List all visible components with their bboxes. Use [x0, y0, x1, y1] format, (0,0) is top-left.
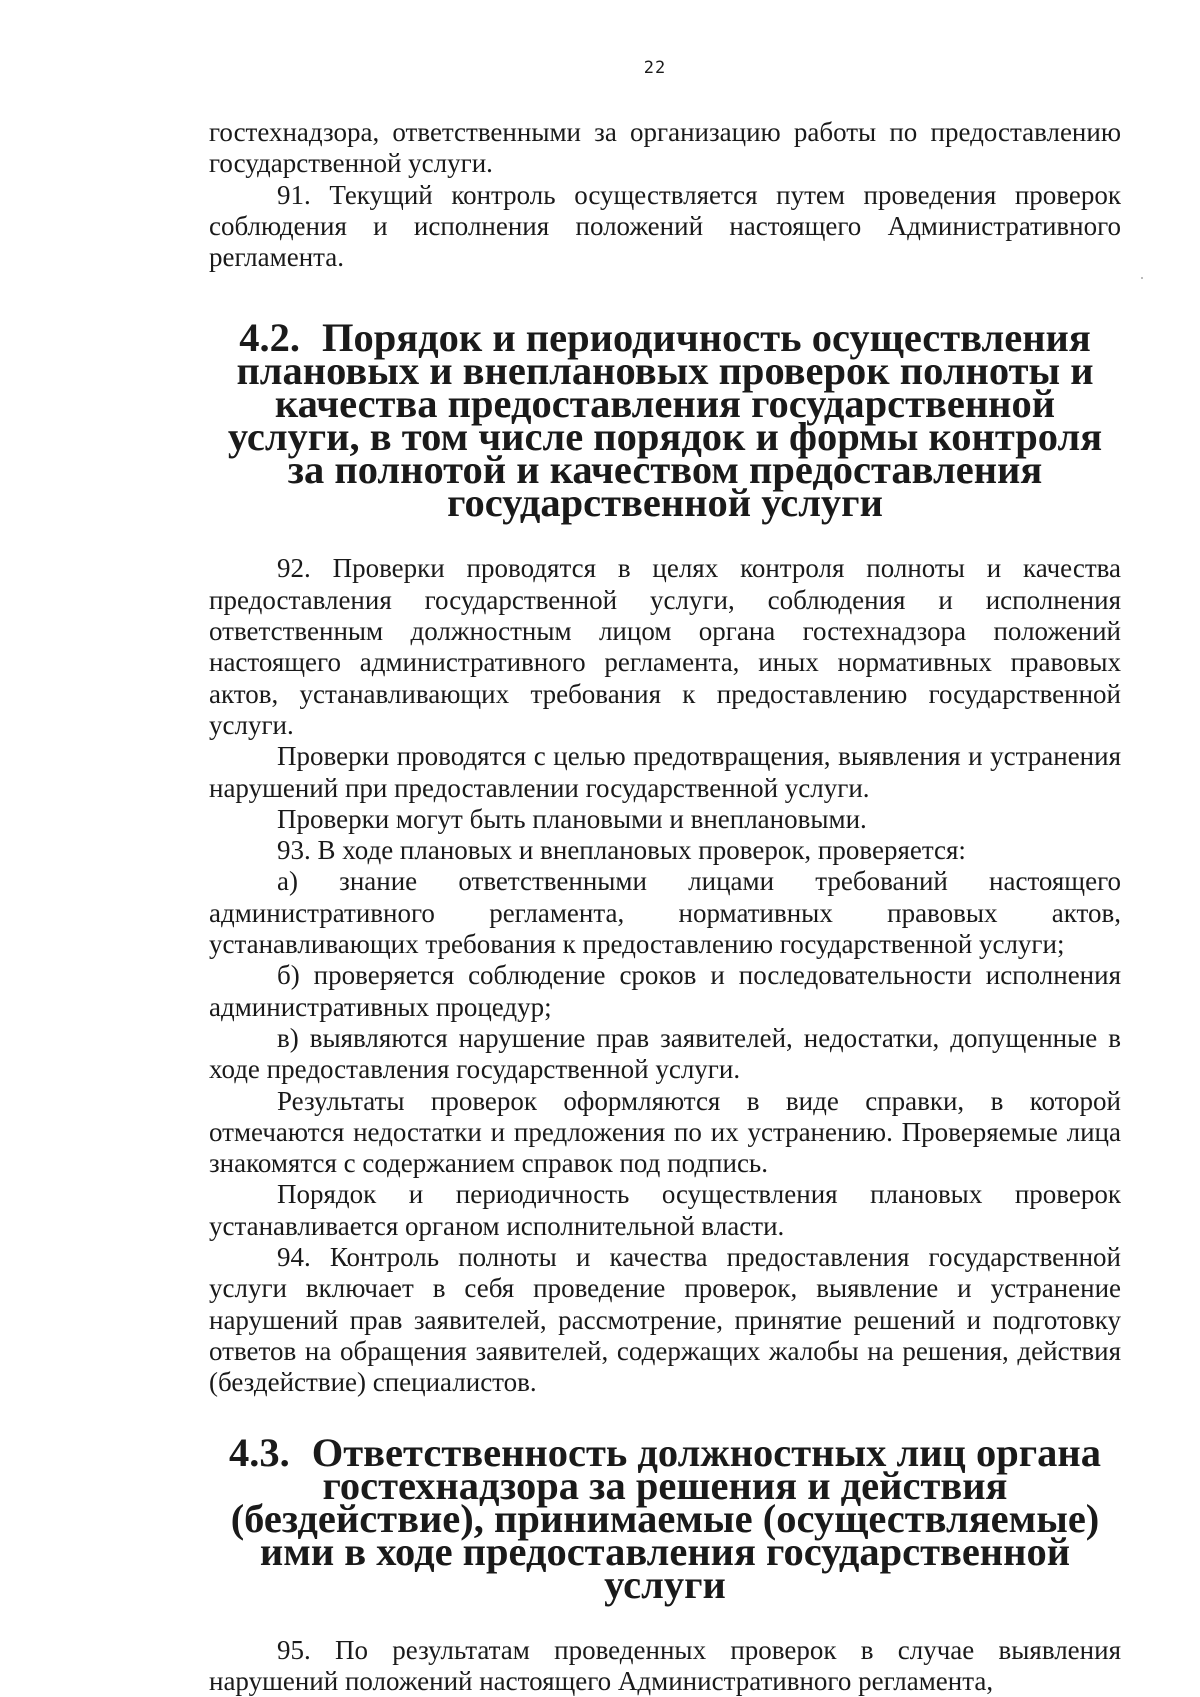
document-body [209, 117, 1121, 1697]
section-number: 4.2. [239, 321, 300, 354]
paragraph-results: Результаты проверок оформляются в виде справки, в которой отмечаются недостатки и предложения по их устранению. Проверяемые лица знакомятся с содержанием справок под подпись. [209, 1086, 1121, 1180]
paragraph-93: 93. В ходе плановых и внеплановых проверок, проверяется: [209, 835, 1121, 866]
paragraph-continuation: гостехнадзора, ответственными за организацию работы по предоставлению государственной услуги. [209, 117, 1121, 180]
paragraph-94: 94. Контроль полноты и качества предоставления государственной услуги включает в себя проведение проверок, выявление и устранение нарушений прав заявителей, рассмотрение, принятие решений и подготовку ответов на обращения заявителей, содержащих жалобы на решения, действия (бездействие) специалистов. [209, 1242, 1121, 1398]
section-heading-4-3 [209, 1436, 1121, 1601]
paragraph-92-kinds: Проверки могут быть плановыми и внеплановыми. [209, 804, 1121, 835]
scan-artifact [1141, 277, 1143, 279]
list-item-c: в) выявляются нарушение прав заявителей, недостатки, допущенные в ходе предоставления государственной услуги. [209, 1023, 1121, 1086]
section-heading-4-2 [209, 321, 1121, 519]
list-item-a: а) знание ответственными лицами требований настоящего административного регламента, нормативных правовых актов, устанавливающих требования к предоставлению государственной услуги; [209, 866, 1121, 960]
paragraph-95: 95. По результатам проведенных проверок в случае выявления нарушений положений настоящего Административного регламента, [209, 1635, 1121, 1697]
section-title: Ответственность должностных лиц органа гостехнадзора за решения и действия (бездействие), принимаемые (осуществляемые) ими в ходе предоставления государственной услуги [231, 1430, 1101, 1607]
section-title: Порядок и периодичность осуществления плановых и внеплановых проверок полноты и качества предоставления государственной услуги, в том числе порядок и формы контроля за полнотой и качеством предоставления государственной услуги [228, 315, 1102, 525]
paragraph-92-purpose: Проверки проводятся с целью предотвращения, выявления и устранения нарушений при предоставлении государственной услуги. [209, 741, 1121, 804]
page-number: 22 [0, 58, 1200, 78]
list-item-b: б) проверяется соблюдение сроков и последовательности исполнения административных процедур; [209, 960, 1121, 1023]
paragraph-92: 92. Проверки проводятся в целях контроля полноты и качества предоставления государственной услуги, соблюдения и исполнения ответственным должностным лицом органа гостехнадзора положений настоящего административного регламента, иных нормативных правовых актов, устанавливающих требования к предоставлению государственной услуги. [209, 553, 1121, 741]
paragraph-order: Порядок и периодичность осуществления плановых проверок устанавливается органом исполнительной власти. [209, 1179, 1121, 1242]
section-number: 4.3. [229, 1436, 290, 1469]
paragraph-91: 91. Текущий контроль осуществляется путем проведения проверок соблюдения и исполнения положений настоящего Административного регламента. [209, 180, 1121, 274]
